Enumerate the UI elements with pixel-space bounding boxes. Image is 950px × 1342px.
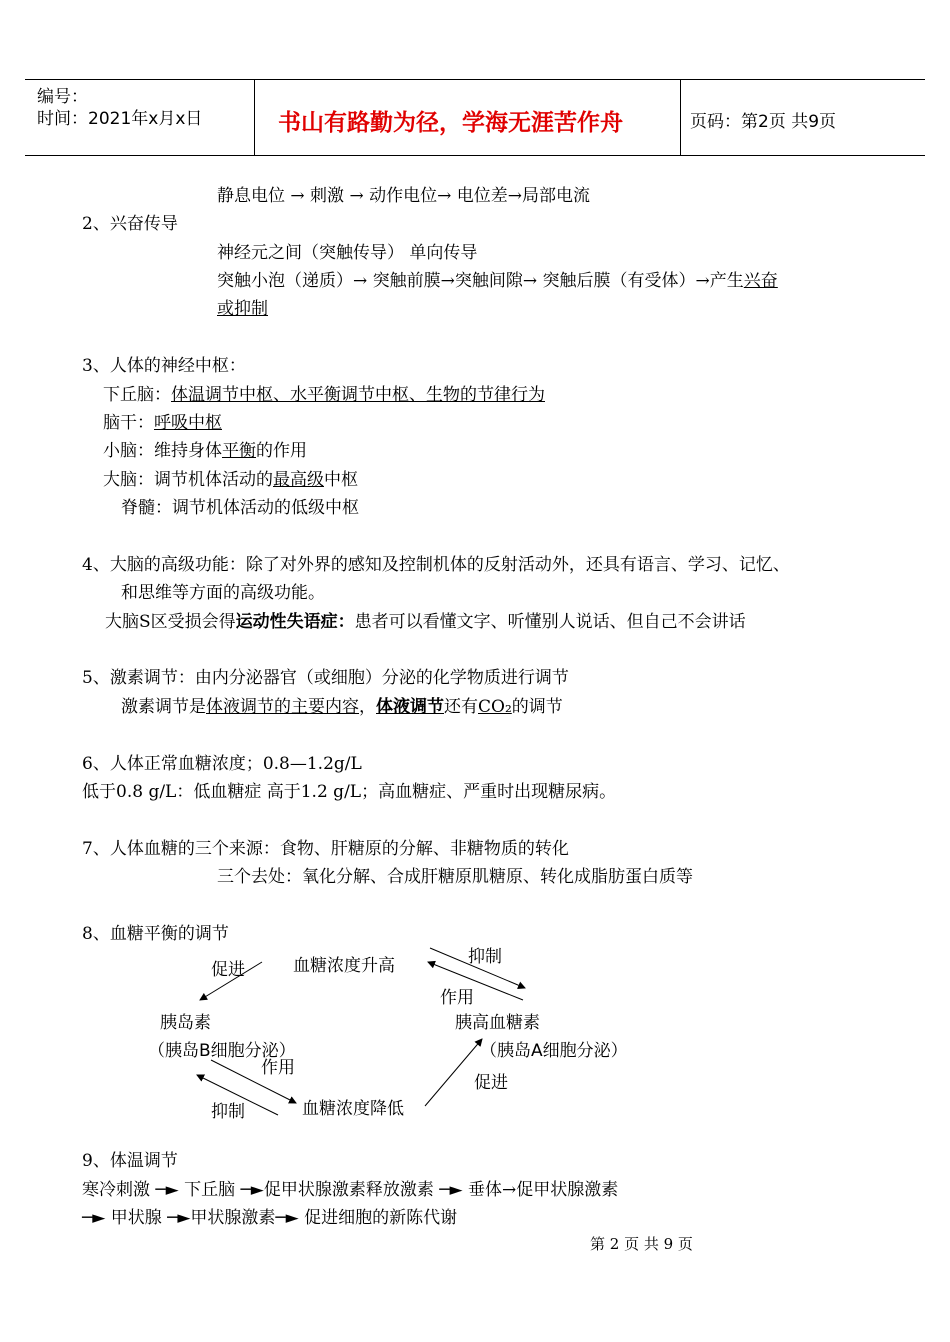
section-4-line-a: 4、大脑的高级功能：除了对外界的感知及控制机体的反射活动外，还具有语言、学习、记忆、 bbox=[82, 555, 790, 575]
text: 中枢 bbox=[324, 470, 358, 490]
section-6-line-a: 6、人体正常血糖浓度；0.8—1.2g/L bbox=[82, 754, 362, 774]
section-9-line-a: 寒冷刺激 ─► 下丘脑 ─►促甲状腺激素释放激素 ─► 垂体→促甲状腺激素 bbox=[82, 1180, 619, 1200]
label-inhibit-2: 抑制 bbox=[211, 1102, 245, 1122]
text: 大脑S区受损会得 bbox=[105, 612, 236, 632]
node-glucagon-source: （胰岛A细胞分泌） bbox=[480, 1041, 628, 1061]
section-2-line-a: 神经元之间（突触传导） 单向传导 bbox=[217, 243, 478, 263]
footer-page-number: 第 2 页 共 9 页 bbox=[590, 1235, 693, 1253]
section-3-spinal-cord: 脊髓：调节机体活动的低级中枢 bbox=[121, 498, 359, 518]
underlined-text: 体温调节中枢、水平衡调节中枢、生物的节律行为 bbox=[171, 385, 545, 405]
underlined-text: CO₂ bbox=[478, 697, 512, 717]
text: 脑干： bbox=[103, 413, 154, 433]
text: 还有 bbox=[444, 697, 478, 717]
header-page-label: 页码：第2页 共9页 bbox=[690, 112, 837, 132]
bold-text: 运动性失语症： bbox=[235, 612, 355, 632]
underlined-text: 呼吸中枢 bbox=[154, 413, 222, 433]
label-promote-1: 促进 bbox=[211, 960, 245, 980]
node-insulin-source: （胰岛B细胞分泌） bbox=[148, 1041, 296, 1061]
time-label: 时间：2021年x月x日 bbox=[37, 109, 203, 129]
text: 下丘脑： bbox=[103, 385, 171, 405]
section-4-line-b: 和思维等方面的高级功能。 bbox=[121, 583, 325, 603]
text: 的调节 bbox=[511, 697, 563, 717]
node-insulin: 胰岛素 bbox=[160, 1013, 211, 1033]
label-promote-2: 促进 bbox=[474, 1073, 508, 1093]
section-6-line-b: 低于0.8 g/L：低血糖症 高于1.2 g/L；高血糖症、严重时出现糖尿病。 bbox=[82, 782, 617, 802]
header-motto: 书山有路勤为径，学海无涯苦作舟 bbox=[278, 110, 623, 136]
text: 突触小泡（递质）→ 突触前膜→突触间隙→ 突触后膜（有受体）→产生 bbox=[217, 271, 744, 291]
text: 患者可以看懂文字、听懂别人说话、但自己不会讲话 bbox=[354, 612, 746, 632]
text: 大脑：调节机体活动的 bbox=[103, 470, 273, 490]
label-inhibit-1: 抑制 bbox=[468, 947, 502, 967]
underlined-text: 平衡 bbox=[222, 441, 256, 461]
node-glucose-high: 血糖浓度升高 bbox=[293, 956, 395, 976]
text: 的作用 bbox=[256, 441, 307, 461]
section-7-line-b: 三个去处：氧化分解、合成肝糖原肌糖原、转化成脂肪蛋白质等 bbox=[217, 867, 693, 887]
underlined-text: 兴奋 bbox=[743, 271, 778, 291]
node-glucagon: 胰高血糖素 bbox=[455, 1013, 540, 1033]
section-3-title: 3、人体的神经中枢： bbox=[82, 356, 246, 376]
text: 激素调节是 bbox=[121, 697, 206, 717]
underlined-text: 体液调节的主要内容 bbox=[206, 697, 359, 717]
bold-underlined-text: 体液调节 bbox=[376, 697, 444, 717]
section-7-line-a: 7、人体血糖的三个来源：食物、肝糖原的分解、非糖物质的转化 bbox=[82, 839, 569, 859]
section-2-line-c: 或抑制 bbox=[217, 299, 268, 319]
section-9-title: 9、体温调节 bbox=[82, 1151, 178, 1171]
underlined-text: 最高级 bbox=[273, 470, 324, 490]
section-5-line-a: 5、激素调节：由内分泌器官（或细胞）分泌的化学物质进行调节 bbox=[82, 668, 569, 688]
section-8-title: 8、血糖平衡的调节 bbox=[82, 924, 229, 944]
label-act-1: 作用 bbox=[440, 988, 474, 1008]
serial-label: 编号： bbox=[37, 87, 88, 107]
text: 小脑：维持身体 bbox=[103, 441, 222, 461]
section-2-title: 2、兴奋传导 bbox=[82, 214, 178, 234]
text: ， bbox=[359, 697, 376, 717]
label-act-2: 作用 bbox=[261, 1058, 295, 1078]
section-9-line-b: ─► 甲状腺 ─►甲状腺激素─► 促进细胞的新陈代谢 bbox=[82, 1208, 458, 1228]
node-glucose-low: 血糖浓度降低 bbox=[302, 1099, 404, 1119]
line-resting-potential: 静息电位 → 刺激 → 动作电位→ 电位差→局部电流 bbox=[217, 186, 590, 206]
